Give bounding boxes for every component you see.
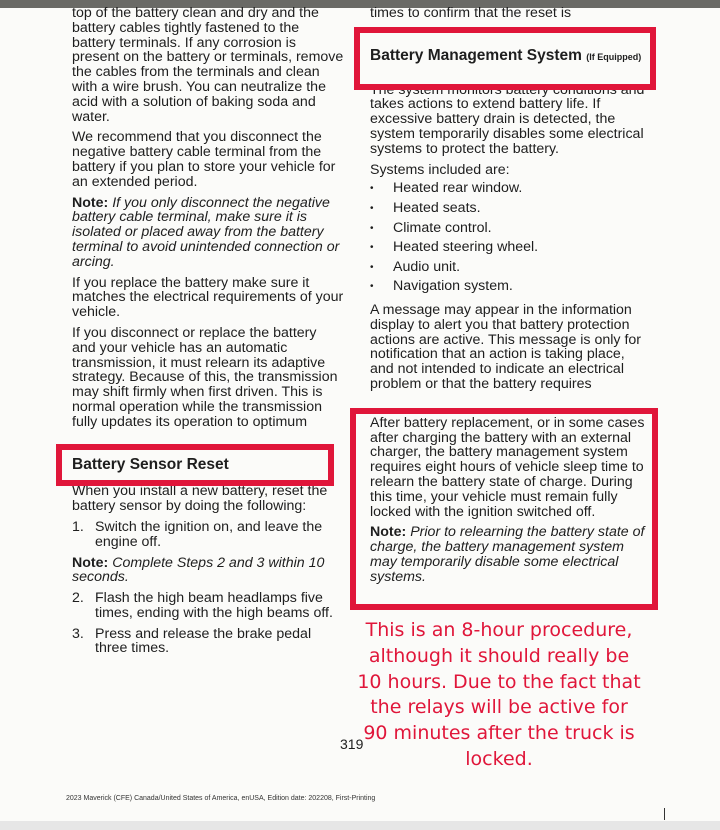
bms-intro-paragraph: The system monitors battery conditions and takes actions to extend battery life. If excessive battery drain is detected, the system temporarily disables some electrical systems to protect the battery.	[370, 81, 645, 157]
replacement-paragraph: After battery replacement, or in some cases after charging the battery with an external charger, the battery management system requires eight hours of vehicle sleep time to relearn the battery state of charge. During this time, your vehicle must remain fully locked with the ignition switched off.	[370, 414, 645, 520]
list-item: • Heated seats.	[370, 199, 646, 219]
red-annotation-text: This is an 8-hour procedure, although it should really be 10 hours. Due to the fact that the relays will be active for 90 minutes after the truck is locked.	[357, 619, 641, 770]
battery-care-paragraph: top of the battery clean and dry and the battery cables tightly fastened to the battery terminals. If any corrosion is present on the battery or terminals, remove the cables from the terminals and clean with a wire brush. You can neutralize the acid with a solution of baking soda and water.	[72, 5, 344, 125]
step-number: 1.	[72, 518, 84, 535]
step-text: Switch the ignition on, and leave the engine off.	[95, 518, 323, 550]
list-item: • Heated steering wheel.	[370, 238, 646, 258]
highlight-box-sensor-heading	[56, 444, 334, 486]
step-number: 3.	[72, 625, 84, 642]
step-text: Press and release the brake pedal three times.	[95, 625, 312, 657]
replace-paragraph: If you replace the battery make sure it matches the electrical requirements of your vehicle.	[72, 274, 344, 321]
systems-list	[370, 179, 646, 297]
step-item	[72, 627, 344, 657]
message-paragraph: A message may appear in the information display to alert you that battery protection actions are active. This message is only for notification that an action is taking place, and not intended to indicate an electrical problem or that the battery requires	[370, 301, 641, 392]
step-number: 2.	[72, 590, 84, 607]
systems-label: Systems included are:	[370, 161, 510, 178]
note-label: Note:	[72, 554, 109, 571]
note-disconnect	[72, 196, 344, 270]
note-text: If you only disconnect the negative battery cable terminal, make sure it is isolated or placed away from the battery terminal to avoid unintended connection or arcing.	[72, 194, 340, 270]
step-item	[72, 591, 344, 621]
reset-steps-list	[72, 520, 344, 550]
note-steps	[72, 556, 344, 586]
footer-tick-mark	[664, 808, 665, 820]
note-label: Note:	[370, 524, 407, 541]
sensor-reset-intro: When you install a new battery, reset the battery sensor by doing the following:	[72, 483, 328, 515]
sensor-reset-heading: Battery Sensor Reset	[72, 455, 229, 473]
note-text: Prior to relearning the battery state of charge, the battery management system may temporarily disable some electrical systems.	[370, 524, 645, 585]
step-text: Flash the high beam headlamps five times, ending with the high beams off.	[95, 590, 333, 621]
reset-steps-list-continued	[72, 591, 344, 656]
page-number: 319	[340, 736, 364, 752]
list-item: • Navigation system.	[370, 277, 646, 297]
reset-confirm-fragment: times to confirm that the reset is	[370, 5, 572, 21]
highlight-box-replacement	[350, 408, 658, 610]
list-item: • Audio unit.	[370, 258, 646, 278]
bottom-scan-edge	[0, 821, 720, 830]
disconnect-paragraph: We recommend that you disconnect the negative battery cable terminal from the battery if you plan to store your vehicle for an extended period.	[72, 129, 336, 190]
bms-heading-text: Battery Management System	[370, 46, 582, 64]
highlight-box-bms-heading	[354, 27, 656, 90]
note-text: Complete Steps 2 and 3 within 10 seconds.	[72, 554, 325, 586]
page-footer: 2023 Maverick (CFE) Canada/United States of America, enUSA, Edition date: 202208, First-Printing	[66, 795, 376, 802]
bms-heading-suffix: (If Equipped)	[586, 51, 642, 62]
left-column	[72, 6, 344, 662]
relearn-paragraph: If you disconnect or replace the battery and your vehicle has an automatic transmission, it must relearn its adaptive strategy. Because of this, the transmission may shift firmly when first driven. This is normal operation while the transmission fully updates its operation to optimum	[72, 324, 338, 430]
list-item: • Climate control.	[370, 219, 646, 239]
list-item: • Heated rear window.	[370, 179, 646, 199]
step-item	[72, 520, 344, 550]
note-label: Note:	[72, 194, 109, 211]
